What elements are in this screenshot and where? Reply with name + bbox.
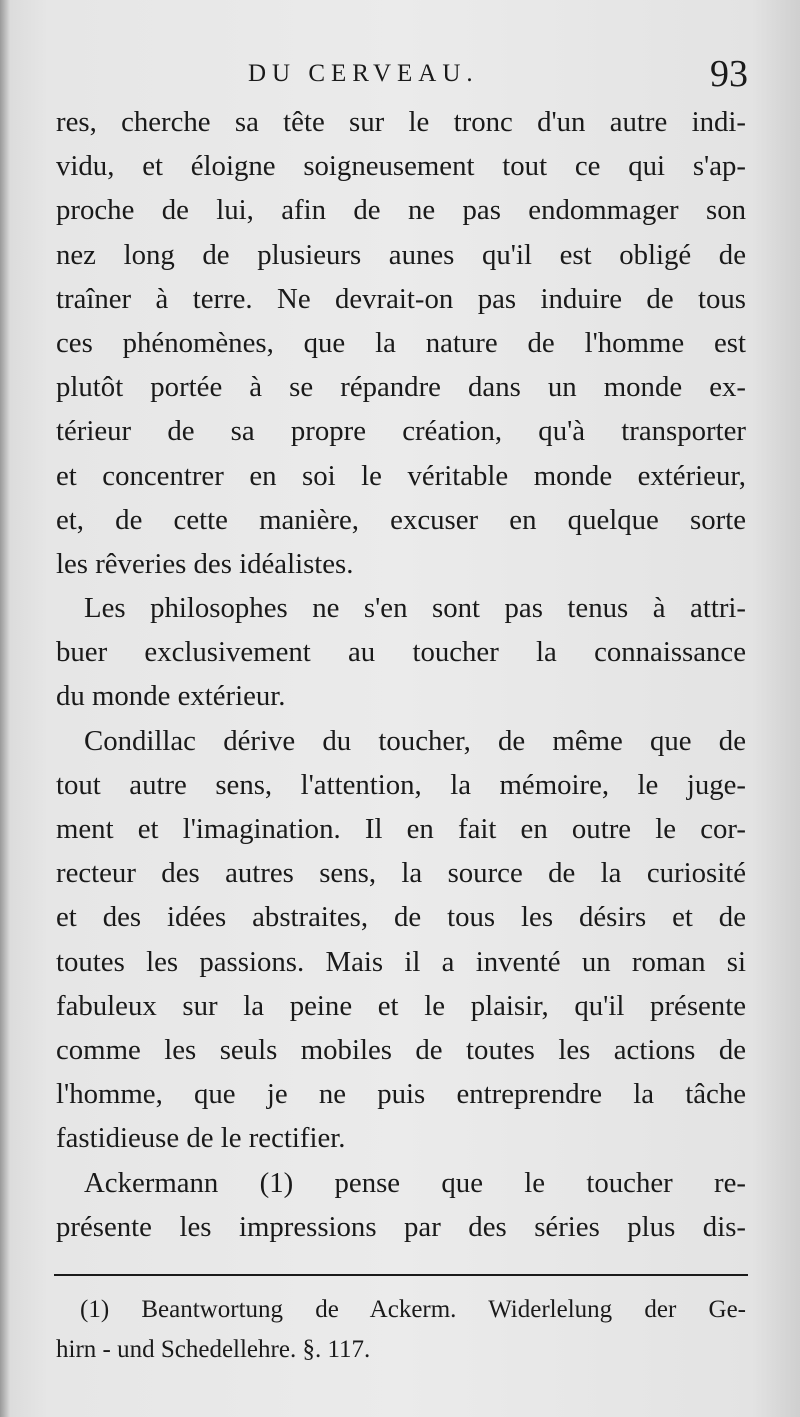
text-line: recteur des autres sens, la source de la curiosité bbox=[56, 857, 746, 890]
text-line: ces phénomènes, que la nature de l'homme est bbox=[56, 326, 746, 359]
text-line: traîner à terre. Ne devrait-on pas induire de tous bbox=[56, 282, 746, 315]
text-line: tout autre sens, l'attention, la mémoire, le juge- bbox=[56, 768, 746, 801]
text-line: nez long de plusieurs aunes qu'il est obligé de bbox=[56, 238, 746, 271]
text-line: et des idées abstraites, de tous les désirs et de bbox=[56, 901, 746, 934]
text-line: Les philosophes ne s'en sont pas tenus à attri- bbox=[84, 592, 746, 625]
text-line: vidu, et éloigne soigneusement tout ce qui s'ap- bbox=[56, 150, 746, 183]
footnote-line: (1) Beantwortung de Ackerm. Widerlelung der Ge- bbox=[80, 1296, 746, 1323]
text-line: fabuleux sur la peine et le plaisir, qu'il présente bbox=[56, 989, 746, 1022]
page-header bbox=[58, 52, 748, 102]
text-line: Ackermann (1) pense que le toucher re- bbox=[84, 1166, 746, 1199]
text-line: toutes les passions. Mais il a inventé un roman si bbox=[56, 945, 746, 978]
text-line: l'homme, que je ne puis entreprendre la tâche bbox=[56, 1078, 746, 1111]
text-line: ment et l'imagination. Il en fait en outre le cor- bbox=[56, 813, 746, 845]
footnote-rule bbox=[54, 1274, 748, 1276]
text-line: du monde extérieur. bbox=[56, 680, 286, 713]
text-line: et concentrer en soi le véritable monde extérieur, bbox=[56, 459, 746, 492]
spine-shadow bbox=[0, 0, 10, 1417]
body-text bbox=[56, 100, 746, 1249]
text-line: buer exclusivement au toucher la connaissance bbox=[56, 636, 746, 669]
text-line: proche de lui, afin de ne pas endommager son bbox=[56, 194, 746, 227]
text-line: comme les seuls mobiles de toutes les actions de bbox=[56, 1033, 746, 1066]
text-line: les rêveries des idéalistes. bbox=[56, 547, 354, 580]
running-head: DU CERVEAU. bbox=[248, 60, 479, 87]
footnote-line: hirn - und Schedellehre. §. 117. bbox=[56, 1336, 371, 1363]
text-line: fastidieuse de le rectifier. bbox=[56, 1122, 346, 1155]
text-line: présente les impressions par des séries plus dis- bbox=[56, 1210, 746, 1243]
page-number: 93 bbox=[710, 53, 748, 95]
text-line: et, de cette manière, excuser en quelque sorte bbox=[56, 503, 746, 536]
text-line: plutôt portée à se répandre dans un monde ex- bbox=[56, 371, 746, 404]
text-line: res, cherche sa tête sur le tronc d'un autre indi- bbox=[56, 106, 746, 138]
text-line: Condillac dérive du toucher, de même que de bbox=[84, 724, 746, 757]
footnote bbox=[56, 1290, 746, 1370]
text-line: térieur de sa propre création, qu'à transporter bbox=[56, 415, 746, 448]
